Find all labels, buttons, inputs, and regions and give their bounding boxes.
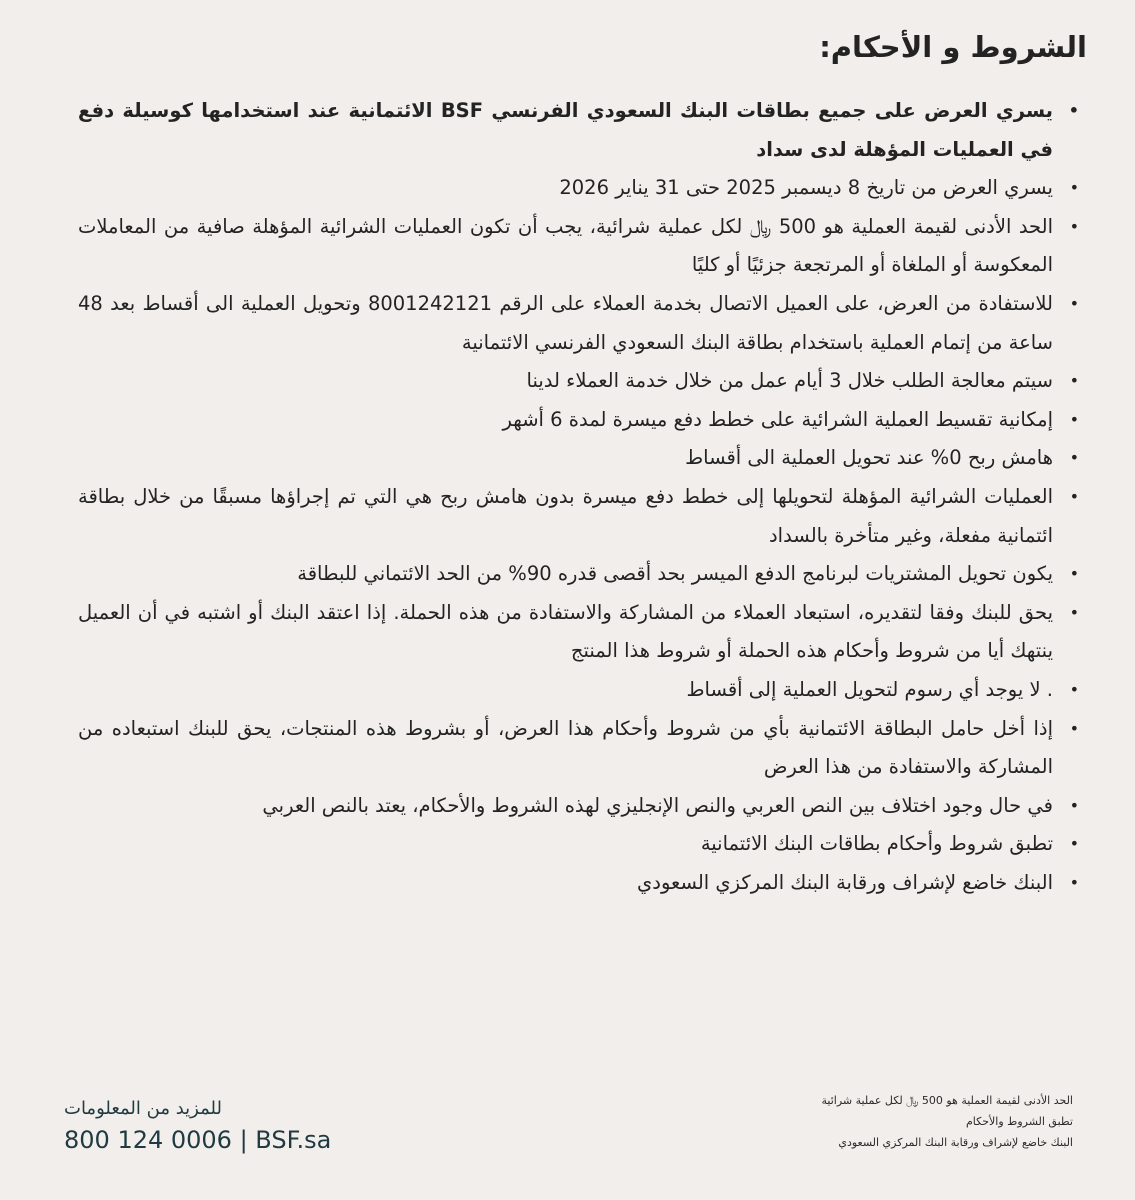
term-item: • يحق للبنك وفقا لتقديره، استبعاد العملاء من المشاركة والاستفادة من هذه الحملة. إذا اعتقد البنك أو اشتبه في أن العميل ينتهك أيا من شروط وأحكام هذه الحملة أو شروط هذا المنتج bbox=[78, 594, 1087, 671]
term-item: • يكون تحويل المشتريات لبرنامج الدفع الميسر بحد أقصى قدره 90% من الحد الائتماني للبطاقة bbox=[78, 555, 1087, 594]
term-item: • هامش ربح 0% عند تحويل العملية الى أقساط bbox=[78, 439, 1087, 478]
term-item: • العمليات الشرائية المؤهلة لتحويلها إلى خطط دفع ميسرة بدون هامش ربح هي التي تم إجراؤها مسبقًا من خلال بطاقة ائتمانية مفعلة، وغير متأخرة بالسداد bbox=[78, 478, 1087, 555]
page-title: الشروط و الأحكام: bbox=[819, 30, 1087, 64]
footer-notes bbox=[822, 1090, 1073, 1153]
term-item: • إذا أخل حامل البطاقة الائتمانية بأي من شروط وأحكام هذا العرض، أو بشروط هذه المنتجات، يحق للبنك استبعاده من المشاركة والاستفادة من هذا العرض bbox=[78, 710, 1087, 787]
term-item: • للاستفادة من العرض، على العميل الاتصال بخدمة العملاء على الرقم 8001242121 وتحويل العملية الى أقساط بعد 48 ساعة من إتمام العملية باستخدام بطاقة البنك السعودي الفرنسي الائتمانية bbox=[78, 285, 1087, 362]
terms-document bbox=[78, 22, 1087, 902]
footer-note: تطبق الشروط والأحكام bbox=[965, 1115, 1073, 1128]
footer-note: البنك خاضع لإشراف ورقابة البنك المركزي السعودي bbox=[838, 1136, 1073, 1149]
term-item: • الحد الأدنى لقيمة العملية هو 500 ﷼ لكل عملية شرائية، يجب أن تكون العمليات الشرائية المؤهلة صافية من المعاملات المعكوسة أو الملغاة أو المرتجعة جزئيًا أو كليًا bbox=[78, 208, 1087, 285]
term-item: • يسري العرض من تاريخ 8 ديسمبر 2025 حتى 31 يناير 2026 bbox=[78, 169, 1087, 208]
contact-info: 800 124 0006 | BSF.sa bbox=[64, 1126, 332, 1154]
term-item: • في حال وجود اختلاف بين النص العربي والنص الإنجليزي لهذه الشروط والأحكام، يعتد بالنص العربي bbox=[78, 787, 1087, 826]
contact-block bbox=[64, 1095, 331, 1157]
term-item: • . لا يوجد أي رسوم لتحويل العملية إلى أقساط bbox=[78, 671, 1087, 710]
more-info-label: للمزيد من المعلومات bbox=[64, 1098, 222, 1119]
term-item: • البنك خاضع لإشراف ورقابة البنك المركزي السعودي bbox=[78, 864, 1087, 903]
term-item: • يسري العرض على جميع بطاقات البنك السعودي الفرنسي BSF الائتمانية عند استخدامها كوسيلة دفع في العمليات المؤهلة لدى سداد bbox=[78, 92, 1087, 169]
term-item: • سيتم معالجة الطلب خلال 3 أيام عمل من خلال خدمة العملاء لدينا bbox=[78, 362, 1087, 401]
footer-note: الحد الأدنى لقيمة العملية هو 500 ﷼ لكل عملية شرائية bbox=[821, 1094, 1073, 1107]
term-item: • إمكانية تقسيط العملية الشرائية على خطط دفع ميسرة لمدة 6 أشهر bbox=[78, 401, 1087, 440]
terms-list bbox=[78, 92, 1087, 902]
term-item: • تطبق شروط وأحكام بطاقات البنك الائتمانية bbox=[78, 825, 1087, 864]
